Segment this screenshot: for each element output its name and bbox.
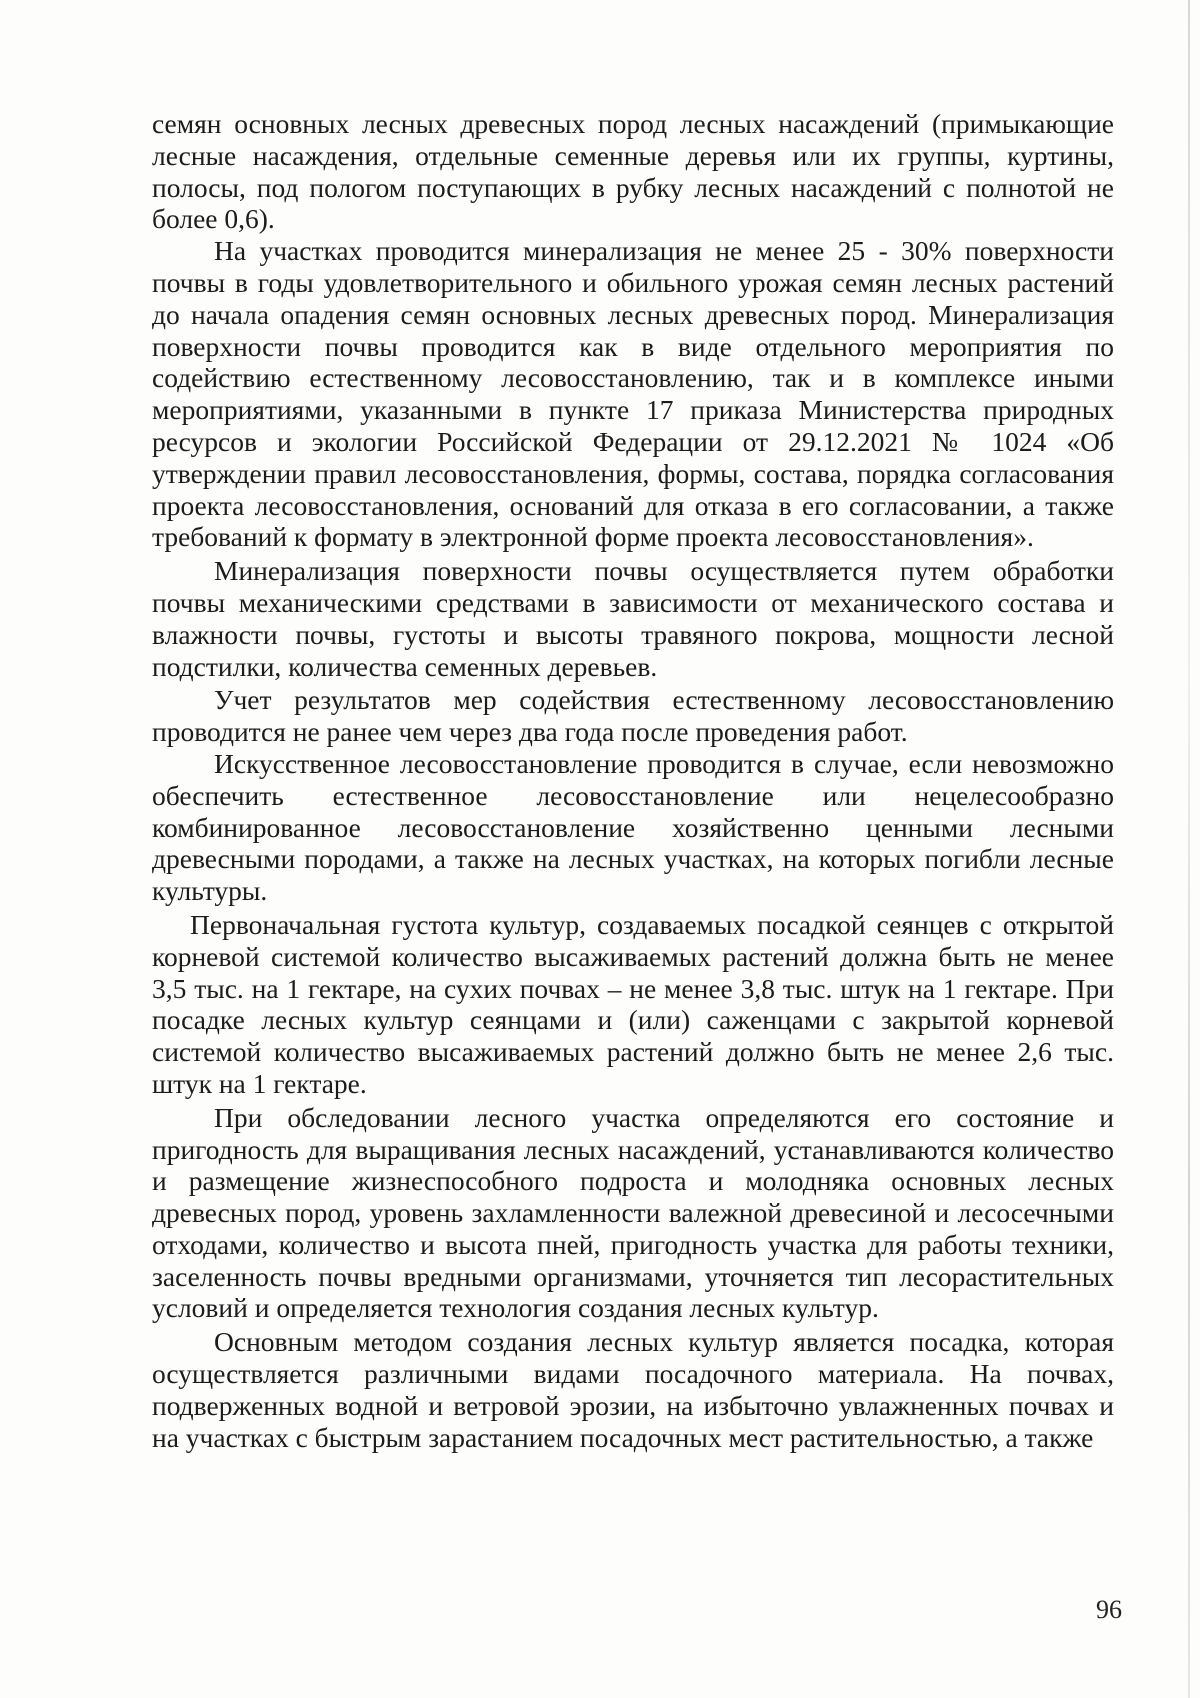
paragraph-planting-method: Основным методом создания лесных культур является посадка, которая осуществляется различными видами посадочного материала. На почвах, подверженных водной и ветровой эрозии, на избыточно увлажненных почвах и на участках с быстрым зарастанием посадочных мест растительностью, а также bbox=[152, 1326, 1114, 1453]
paragraph-site-survey: При обследовании лесного участка определяются его состояние и пригодность для выращивания лесных насаждений, устанавливаются количество и размещение жизнеспособного подроста и молодняка основных лесных древесных пород, уровень захламленности валежной древесиной и лесосечными отходами, количество и высота пней, пригодность участка для работы техники, заселенность почвы вредными организмами, уточняется тип лесорастительных условий и определяется технология создания лесных культур. bbox=[152, 1101, 1114, 1324]
document-body bbox=[152, 108, 1114, 1453]
paragraph-results-accounting: Учет результатов мер содействия естественному лесовосстановлению проводится не ранее чем через два года после проведения работ. bbox=[152, 684, 1114, 748]
scan-edge-line bbox=[1188, 0, 1190, 1698]
paragraph-artificial-reforestation: Искусственное лесовосстановление проводится в случае, если невозможно обеспечить естественное лесовосстановление или нецелесообразно комбинированное лесовосстановление хозяйственно ценными лесными древесными породами, а также на лесных участках, на которых погибли лесные культуры. bbox=[152, 747, 1114, 907]
paragraph-mineralization-method: Минерализация поверхности почвы осуществляется путем обработки почвы механическими средствами в зависимости от механического состава и влажности почвы, густоты и высоты травяного покрова, мощности лесной подстилки, количества семенных деревьев. bbox=[152, 555, 1114, 682]
paragraph-planting-density: Первоначальная густота культур, создаваемых посадкой сеянцев с открытой корневой системой количество высаживаемых растений должна быть не менее 3,5 тыс. на 1 гектаре, на сухих почвах – не менее 3,8 тыс. штук на 1 гектаре. При посадке лесных культур сеянцами и (или) саженцами с закрытой корневой системой количество высаживаемых растений должно быть не менее 2,6 тыс. штук на 1 гектаре. bbox=[152, 908, 1114, 1099]
page-number: 96 bbox=[1096, 1595, 1122, 1624]
paragraph-seed-stands: семян основных лесных древесных пород лесных насаждений (примыкающие лесные насаждения, отдельные семенные деревья или их группы, куртины, полосы, под пологом поступающих в рубку лесных насаждений с полнотой не более 0,6). bbox=[152, 108, 1114, 235]
paragraph-soil-mineralization: На участках проводится минерализация не менее 25 - 30% поверхности почвы в годы удовлетворительного и обильного урожая семян лесных растений до начала опадения семян основных лесных древесных пород. Минерализация поверхности почвы проводится как в виде отдельного мероприятия по содействию естественному лесовосстановлению, так и в комплексе иными мероприятиями, указанными в пункте 17 приказа Министерства природных ресурсов и экологии Российской Федерации от 29.12.2021 № 1024 «Об утверждении правил лесовосстановления, формы, состава, порядка согласования проекта лесовосстановления, оснований для отказа в его согласовании, а также требований к формату в электронной форме проекта лесовосстановления». bbox=[152, 235, 1114, 553]
